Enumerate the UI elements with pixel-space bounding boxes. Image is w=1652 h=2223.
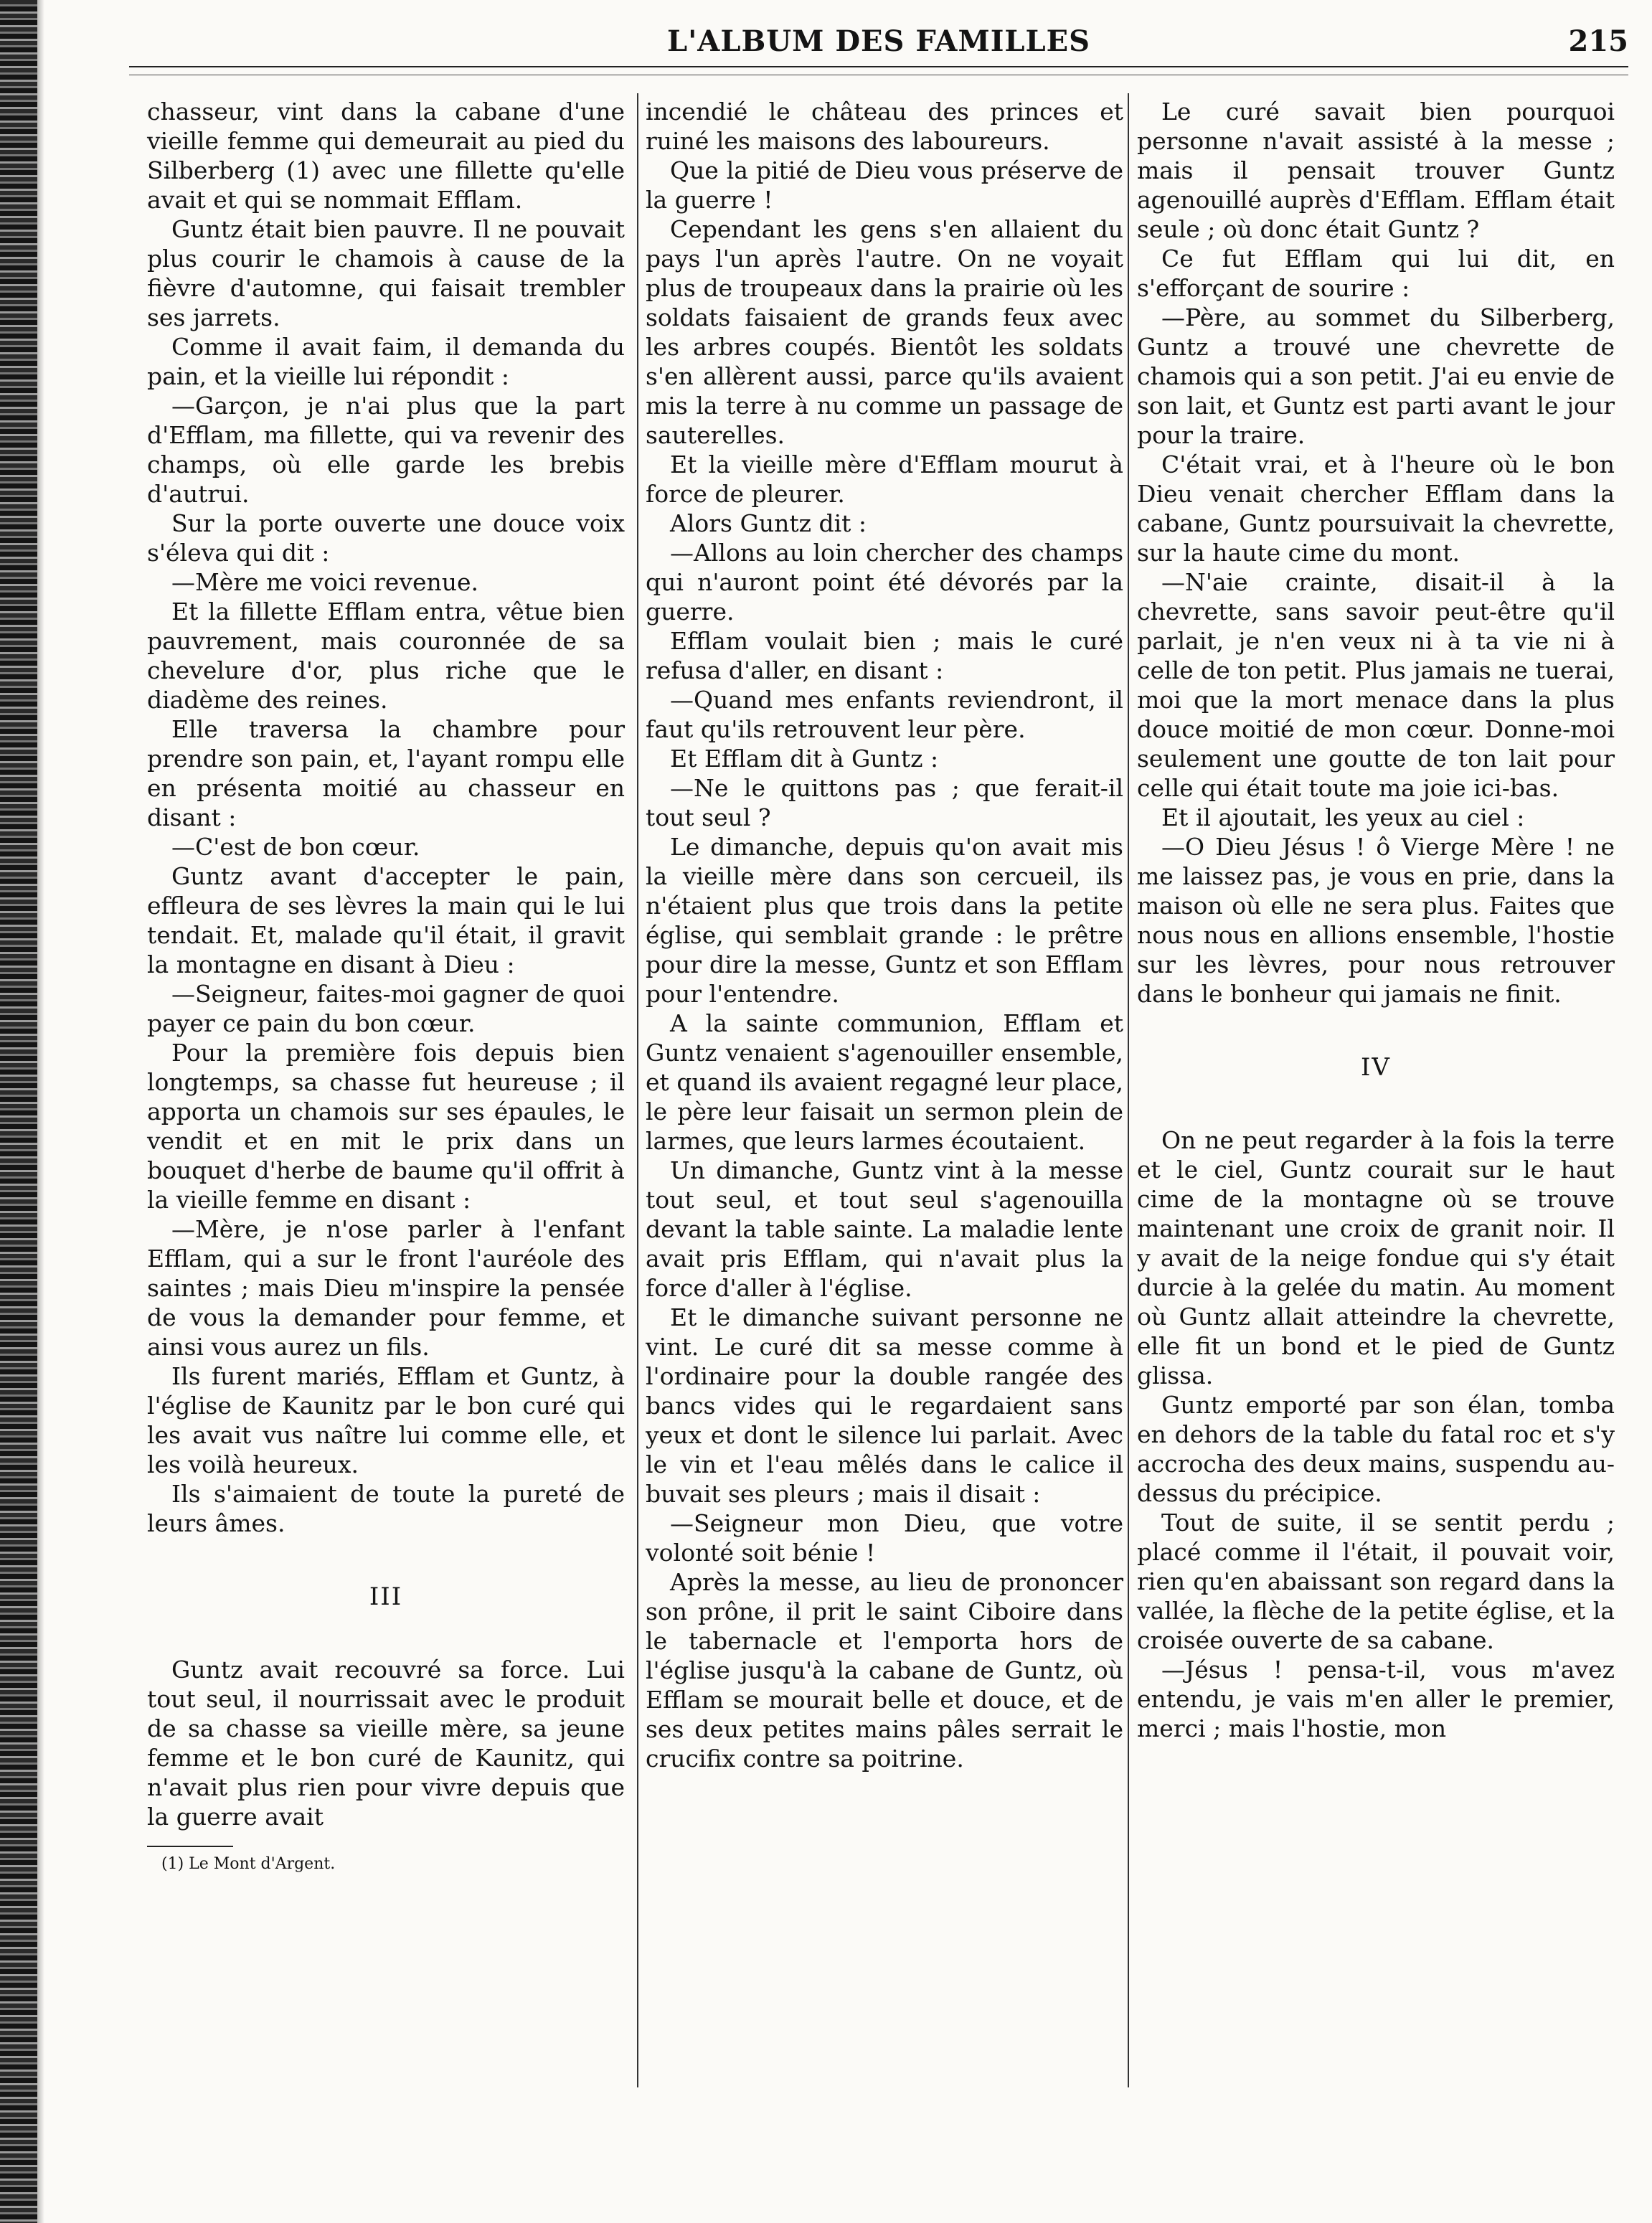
paragraph: A la sainte communion, Efflam et Guntz venaient s'agenouiller ensemble, et quand ils avaient regagné leur place, le père leur faisait un sermon plein de larmes, que leurs larmes écoutaient. — [646, 1009, 1123, 1155]
page-number: 215 — [1568, 24, 1628, 58]
paragraph: Sur la porte ouverte une douce voix s'éleva qui dit : — [147, 509, 625, 567]
paragraph: —Allons au loin chercher des champs qui n'auront point été dévorés par la guerre. — [646, 539, 1123, 626]
paragraph: Guntz avant d'accepter le pain, effleura de ses lèvres la main qui le lui tendait. Et, malade qu'il était, il gravit la montagne en disant à Dieu : — [147, 862, 625, 978]
paragraph: Ils furent mariés, Efflam et Guntz, à l'église de Kaunitz par le bon curé qui les avait vus naître lui comme elle, et les voilà heureux. — [147, 1362, 625, 1478]
section-heading: IV — [1361, 1053, 1391, 1082]
text-column-1 — [147, 97, 625, 1874]
paragraph: Et la vieille mère d'Efflam mourut à force de pleurer. — [646, 450, 1123, 508]
paragraph: —C'est de bon cœur. — [171, 833, 420, 861]
paragraph: Le curé savait bien pourquoi personne n'avait assisté à la messe ; mais il pensait trouver Guntz agenouillé auprès d'Efflam. Efflam était seule ; où donc était Guntz ? — [1137, 98, 1615, 243]
paragraph: Que la pitié de Dieu vous préserve de la guerre ! — [646, 156, 1123, 214]
header-rule — [129, 66, 1628, 67]
paragraph: On ne peut regarder à la fois la terre et le ciel, Guntz courait sur le haut cime de la montagne où se trouve maintenant une croix de granit noir. Il y avait de la neige fondue qui s'y était durcie à la gelée du matin. Au moment où Guntz allait atteindre la chevrette, elle fit un bond et le pied de Guntz glissa. — [1137, 1126, 1615, 1389]
book-binding-edge — [0, 0, 37, 2223]
paragraph: Le dimanche, depuis qu'on avait mis la vieille mère dans son cercueil, ils n'étaient plus que trois dans la petite église, qui semblait grande : le prêtre pour dire la messe, Guntz et son Efflam pour l'entendre. — [646, 833, 1123, 1008]
paragraph: —Mère, je n'ose parler à l'enfant Efflam, qui a sur le front l'auréole des saintes ; mais Dieu m'inspire la pensée de vous la demander pour femme, et ainsi vous aurez un fils. — [147, 1215, 625, 1361]
paragraph: Cependant les gens s'en allaient du pays l'un après l'autre. On ne voyait plus de troupeaux dans la prairie où les soldats faisaient de grands feux avec les arbres coupés. Bientôt les soldats s'en allèrent aussi, parce qu'ils avaient mis la terre à nu comme un passage de sauterelles. — [646, 215, 1123, 449]
paragraph: Et le dimanche suivant personne ne vint. Le curé dit sa messe comme à l'ordinaire pour la double rangée des bancs vides qui le regardaient sans yeux et dont le silence lui parlait. Avec le vin et l'eau mêlés dans le calice il buvait ses pleurs ; mais il disait : — [646, 1303, 1123, 1508]
footnote: (1) Le Mont d'Argent. — [161, 1855, 336, 1873]
paragraph: —N'aie crainte, disait-il à la chevrette, sans savoir peut-être qu'il parlait, je n'en veux ni à ta vie ni à celle de ton petit. Plus jamais ne tuerai, moi que la mort menace dans la plus douce moitié de mon cœur. Donne-moi seulement une goutte de ton lait pour celle qui était toute ma joie ici-bas. — [1137, 568, 1615, 802]
text-column-2 — [646, 97, 1123, 1773]
paragraph: —Ne le quittons pas ; que ferait-il tout seul ? — [646, 774, 1123, 831]
paragraph: Efflam voulait bien ; mais le curé refusa d'aller, en disant : — [646, 627, 1123, 684]
paragraph: Alors Guntz dit : — [670, 509, 867, 537]
column-divider — [1128, 93, 1129, 2087]
paragraph: Et il ajoutait, les yeux au ciel : — [1161, 803, 1525, 831]
paragraph: —O Dieu Jésus ! ô Vierge Mère ! ne me laissez pas, je vous en prie, dans la maison où elle ne sera plus. Faites que nous nous en allions ensemble, l'hostie sur les lèvres, pour nous retrouver dans le bonheur qui jamais ne finit. — [1137, 833, 1615, 1008]
paragraph: Comme il avait faim, il demanda du pain, et la vieille lui répondit : — [147, 333, 625, 390]
paragraph: —Seigneur mon Dieu, que votre volonté soit bénie ! — [646, 1509, 1123, 1567]
paragraph: Guntz avait recouvré sa force. Lui tout seul, il nourrissait avec le produit de sa chasse sa vieille mère, sa jeune femme et le bon curé de Kaunitz, qui n'avait plus rien pour vivre depuis que la guerre avait — [147, 1656, 625, 1831]
running-title: L'ALBUM DES FAMILLES — [666, 24, 1091, 58]
paragraph: Un dimanche, Guntz vint à la messe tout seul, et tout seul s'agenouilla devant la table sainte. La maladie lente avait pris Efflam, qui n'avait plus la force d'aller à l'église. — [646, 1156, 1123, 1302]
section-heading: III — [369, 1582, 403, 1611]
paragraph: Après la messe, au lieu de prononcer son prône, il prit le saint Ciboire dans le tabernacle et l'emporta hors de l'église jusqu'à la cabane de Guntz, où Efflam se mourait belle et douce, et de ses deux petites mains pâles serrait le crucifix contre sa poitrine. — [646, 1568, 1123, 1773]
paragraph: Guntz emporté par son élan, tomba en dehors de la table du fatal roc et s'y accrocha des deux mains, suspendu au-dessus du précipice. — [1137, 1391, 1615, 1507]
paragraph: —Garçon, je n'ai plus que la part d'Efflam, ma fillette, qui va revenir des champs, où elle garde les brebis d'autrui. — [147, 392, 625, 508]
text-column-3 — [1137, 97, 1615, 1743]
paragraph: incendié le château des princes et ruiné les maisons des laboureurs. — [646, 98, 1123, 155]
paragraph: Et Efflam dit à Guntz : — [670, 745, 939, 773]
column-divider — [637, 93, 638, 2087]
paragraph: Ce fut Efflam qui lui dit, en s'efforçant de sourire : — [1137, 245, 1615, 302]
paragraph: —Quand mes enfants reviendront, il faut qu'ils retrouvent leur père. — [646, 686, 1123, 743]
footnote-rule — [147, 1846, 233, 1847]
paragraph: —Jésus ! pensa-t-il, vous m'avez entendu, je vais m'en aller le premier, merci ; mais l'hostie, mon — [1137, 1656, 1615, 1742]
paragraph: —Seigneur, faites-moi gagner de quoi payer ce pain du bon cœur. — [147, 980, 625, 1037]
paragraph: Pour la première fois depuis bien longtemps, sa chasse fut heureuse ; il apporta un chamois sur ses épaules, le vendit et en mit le prix dans un bouquet d'herbe de baume qu'il offrit à la vieille femme en disant : — [147, 1039, 625, 1214]
paragraph: Ils s'aimaient de toute la pureté de leurs âmes. — [147, 1480, 625, 1537]
paragraph: —Père, au sommet du Silberberg, Guntz a trouvé une chevrette de chamois qui a son petit. J'ai eu envie de son lait, et Guntz est parti avant le jour pour la traire. — [1137, 303, 1615, 449]
page-header — [129, 24, 1628, 67]
paragraph: Et la fillette Efflam entra, vêtue bien pauvrement, mais couronnée de sa chevelure d'or, plus riche que le diadème des reines. — [147, 598, 625, 714]
paragraph: Elle traversa la chambre pour prendre son pain, et, l'ayant rompu elle en présenta moitié au chasseur en disant : — [147, 715, 625, 831]
paragraph: —Mère me voici revenue. — [171, 568, 479, 596]
paragraph: C'était vrai, et à l'heure où le bon Dieu venait chercher Efflam dans la cabane, Guntz poursuivait la chevrette, sur la haute cime du mont. — [1137, 450, 1615, 567]
paragraph: chasseur, vint dans la cabane d'une vieille femme qui demeurait au pied du Silberberg (1) avec une fillette qu'elle avait et qui se nommait Efflam. — [147, 98, 625, 214]
paragraph: Guntz était bien pauvre. Il ne pouvait plus courir le chamois à cause de la fièvre d'automne, qui faisait trembler ses jarrets. — [147, 215, 625, 331]
paragraph: Tout de suite, il se sentit perdu ; placé comme il l'était, il pouvait voir, rien qu'en abaissant son regard dans la vallée, la flèche de la petite église, et la croisée ouverte de sa cabane. — [1137, 1509, 1615, 1654]
